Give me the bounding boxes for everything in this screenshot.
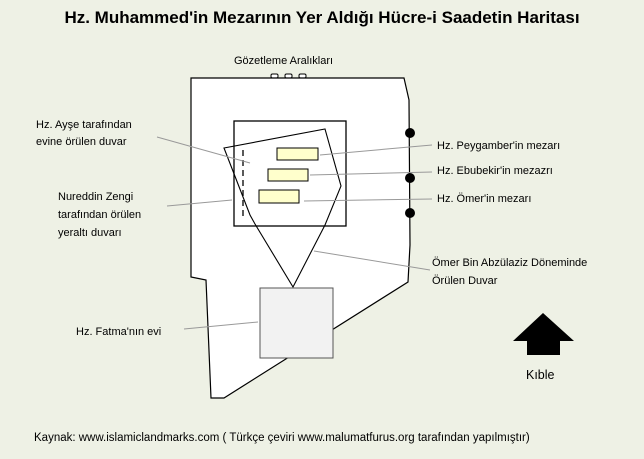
observation-label: Gözetleme Aralıkları [234, 55, 334, 67]
abubakr-grave-label: Hz. Ebubekir'in mezazrı [437, 165, 553, 177]
prophet-grave [277, 148, 318, 160]
source-note: Kaynak: www.islamiclandmarks.com ( Türkçe çeviri www.malumatfurus.org tarafından yapılmıştır) [34, 432, 530, 444]
zengi-label-2: tarafından örülen [58, 209, 142, 221]
abdulaziz-label-1: Ömer Bin Abzülaziz Döneminde [432, 257, 588, 269]
zengi-label-1: Nureddin Zengi [58, 191, 134, 203]
umar-grave [259, 190, 299, 203]
qibla-arrow-icon [513, 313, 574, 355]
ayse-label-1: Hz. Ayşe tarafından [36, 119, 132, 131]
zengi-label-3: yeraltı duvarı [58, 227, 122, 239]
prophet-grave-label: Hz. Peygamber'in mezarı [437, 140, 561, 152]
abdulaziz-label-2: Örülen Duvar [432, 275, 498, 287]
umar-grave-label: Hz. Ömer'in mezarı [437, 193, 532, 205]
fatma-house [260, 288, 333, 358]
abubakr-grave [268, 169, 308, 181]
ayse-label-2: evine örülen duvar [36, 136, 127, 148]
fatma-label: Hz. Fatma'nın evi [76, 326, 162, 338]
qibla-label: Kıble [526, 368, 555, 382]
page-title: Hz. Muhammed'in Mezarının Yer Aldığı Hücre-i Saadetin Haritası [64, 8, 580, 27]
